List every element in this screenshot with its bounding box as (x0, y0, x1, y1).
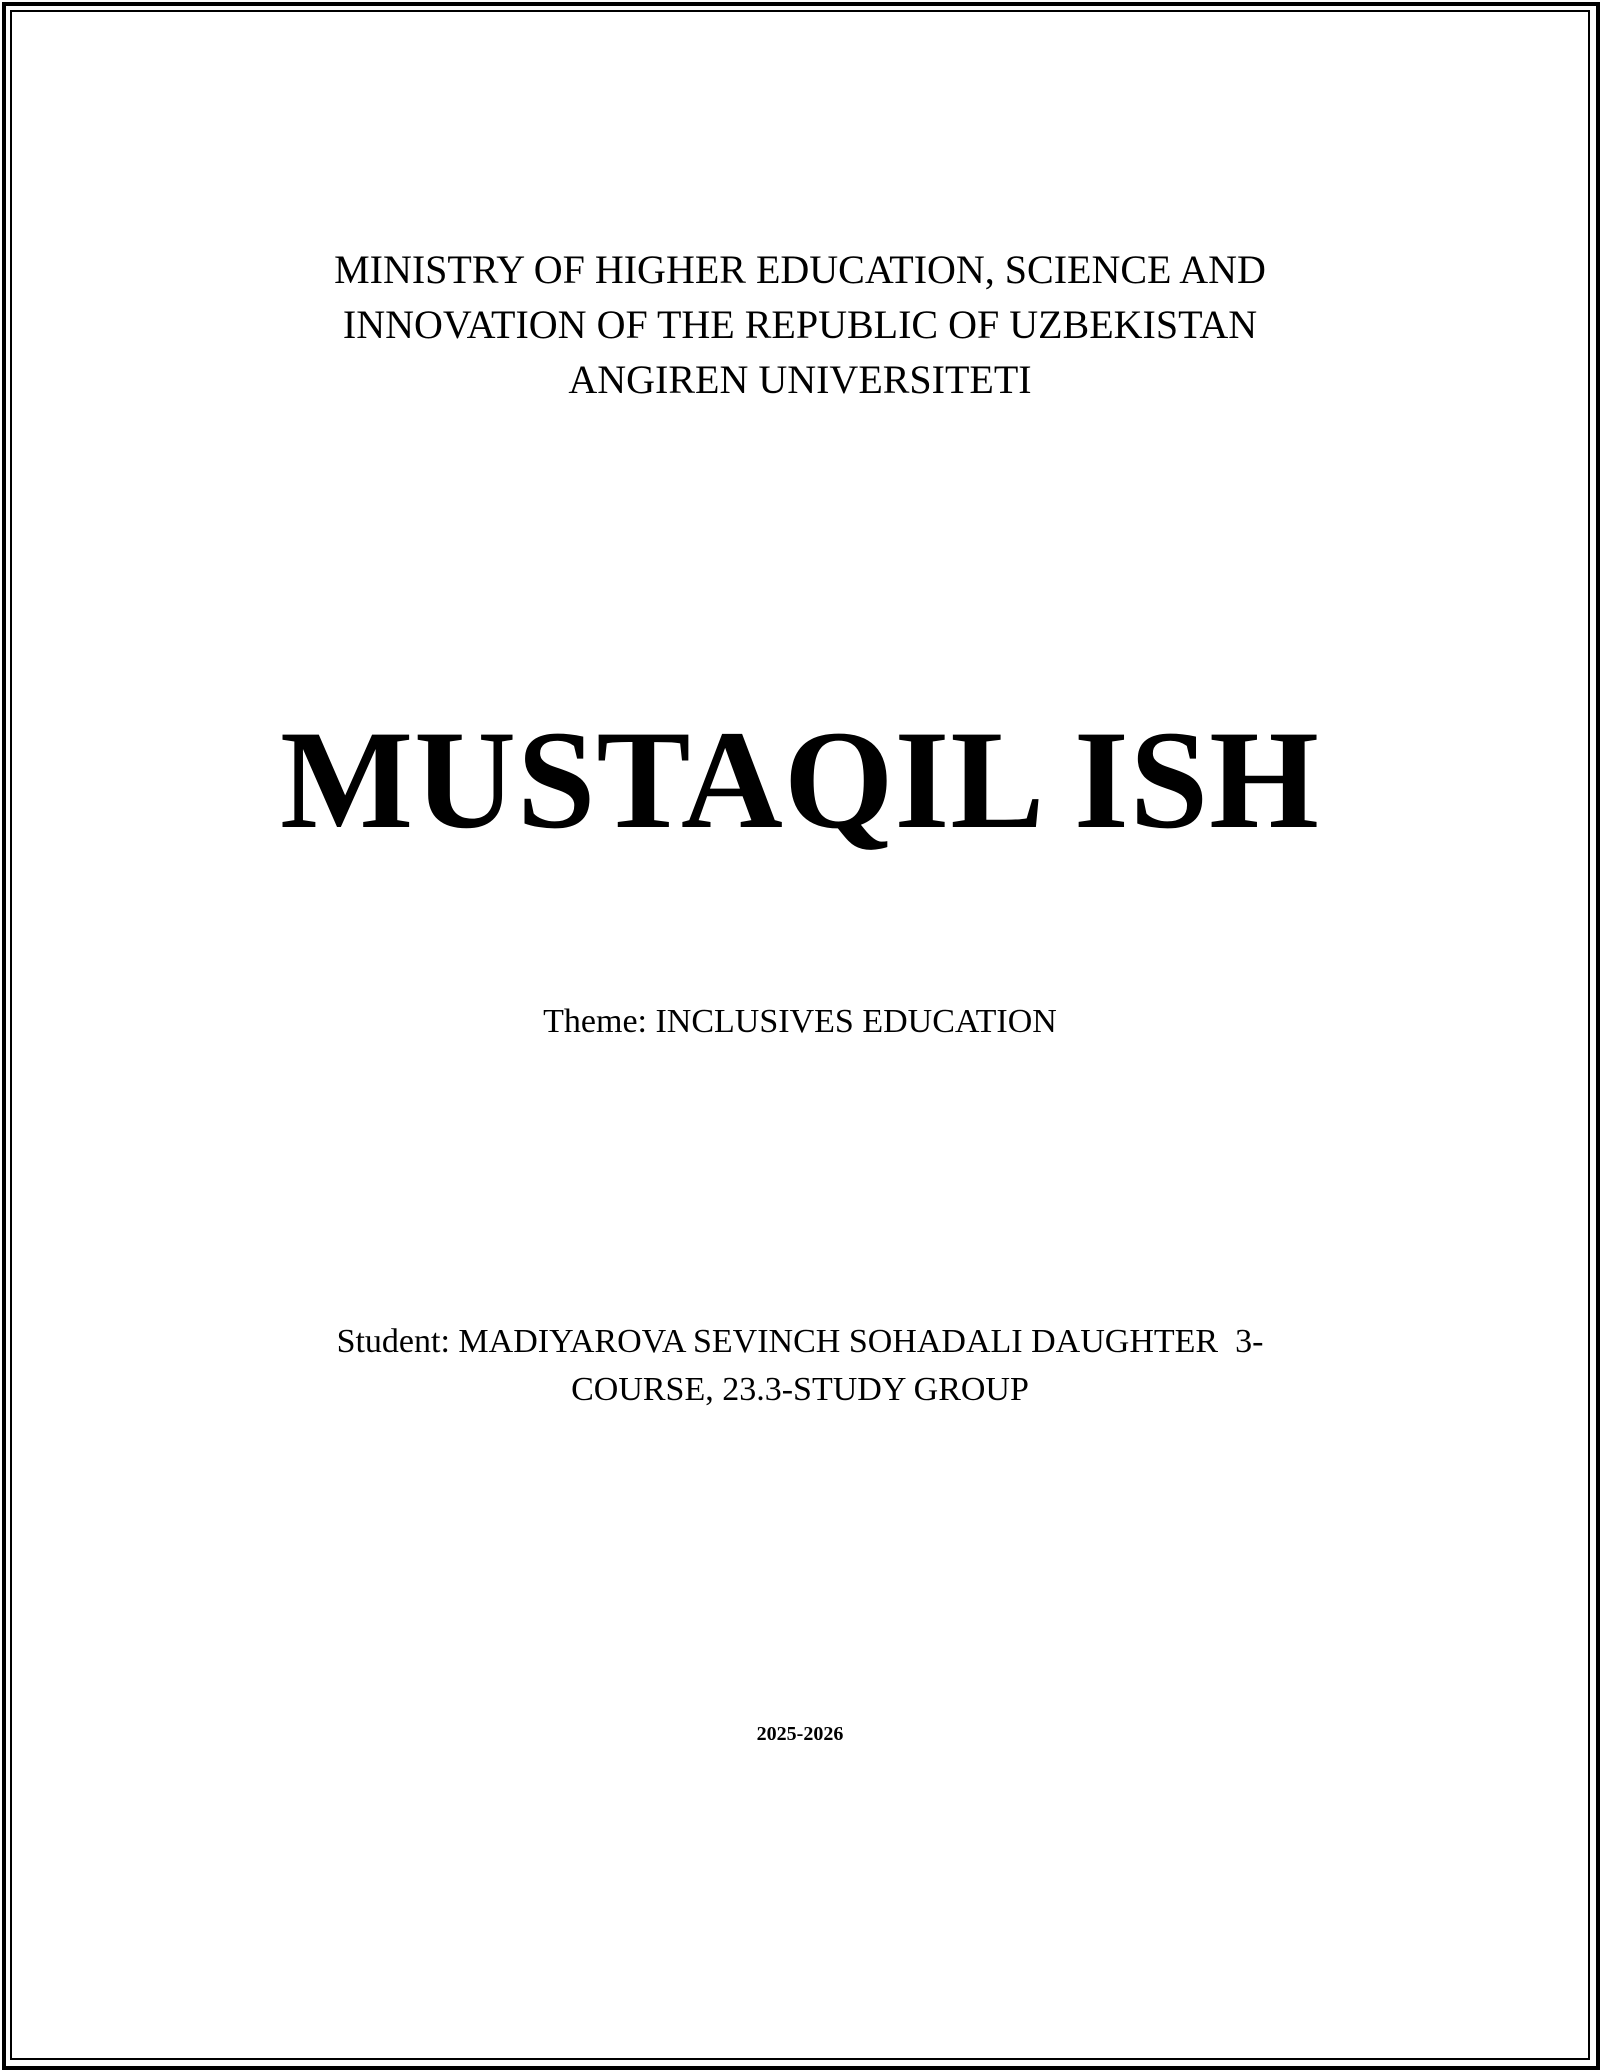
theme-line: Theme: INCLUSIVES EDUCATION (543, 1003, 1057, 1040)
student-info (0, 1318, 1600, 1414)
document-title: MUSTAQIL ISH (280, 702, 1320, 858)
header-line-republic: INNOVATION OF THE REPUBLIC OF UZBEKISTAN (342, 302, 1258, 347)
student-line-name: Student: MADIYAROVA SEVINCH SOHADALI DAUGHTER 3- (336, 1323, 1264, 1360)
header-line-university: ANGIREN UNIVERSITETI (568, 357, 1032, 402)
academic-year: 2025-2026 (756, 1723, 844, 1745)
institution-header (0, 242, 1600, 407)
student-line-group: COURSE, 23.3-STUDY GROUP (571, 1371, 1029, 1408)
header-line-ministry: MINISTRY OF HIGHER EDUCATION, SCIENCE AND (334, 247, 1266, 292)
